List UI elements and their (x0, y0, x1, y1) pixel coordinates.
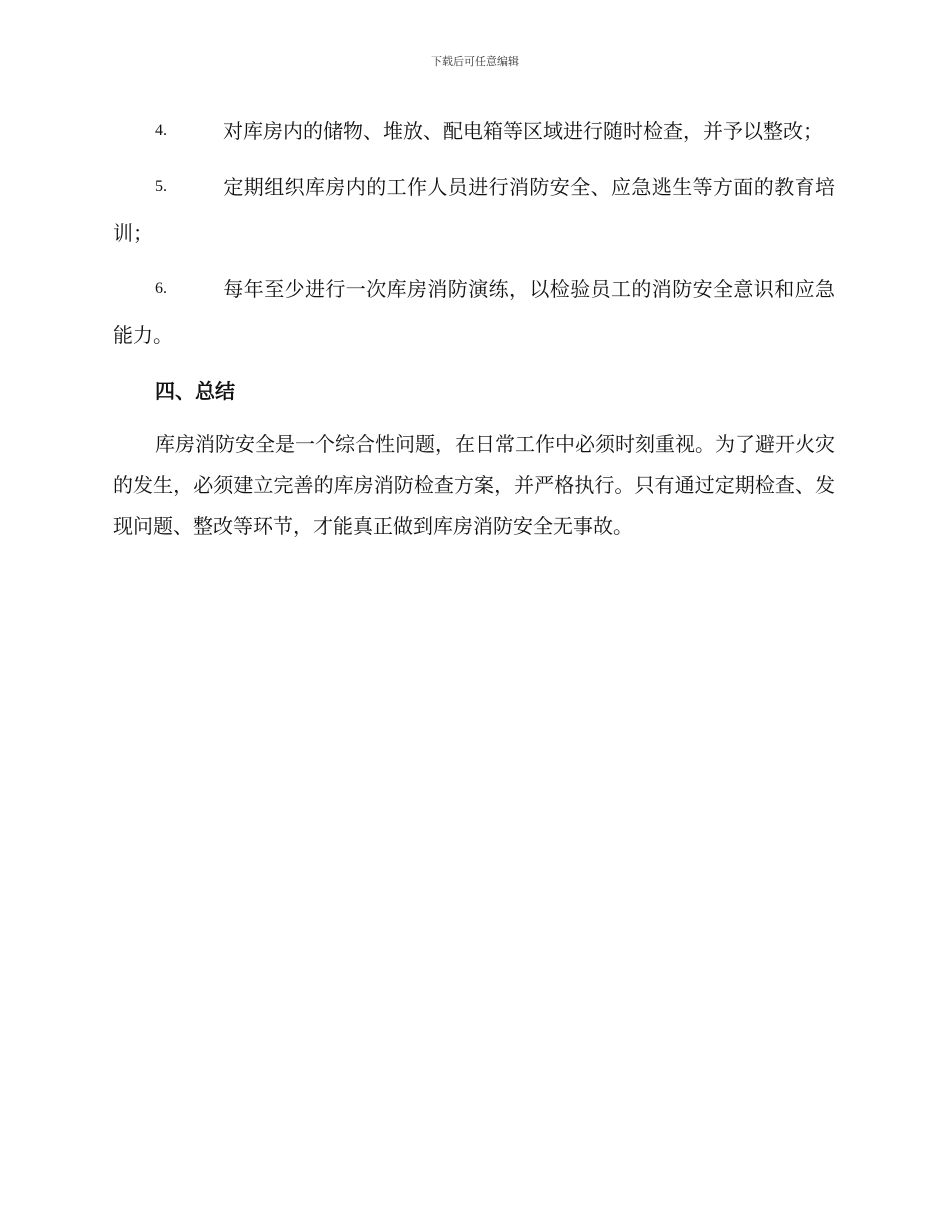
list-number: 5. (155, 178, 167, 195)
list-number: 4. (155, 122, 167, 139)
document-body (113, 108, 835, 547)
page-header: 下载后可任意编辑 (431, 55, 519, 68)
list-text: 每年至少进行一次库房消防演练，以检验员工的消防安全意识和应急能力。 (113, 277, 835, 347)
summary-paragraph: 库房消防安全是一个综合性问题，在日常工作中必须时刻重视。为了避开火灾的发生，必须建立完善的库房消防检查方案，并严格执行。只有通过定期检查、发现问题、整改等环节，才能真正做到库房消防安全无事故。 (113, 432, 835, 538)
list-item-5 (113, 164, 835, 256)
list-item-4 (113, 108, 835, 154)
list-item-6 (113, 266, 835, 358)
list-text: 定期组织库房内的工作人员进行消防安全、应急逃生等方面的教育培训； (113, 175, 835, 245)
section-heading: 四、总结 (155, 379, 235, 403)
list-number: 6. (155, 280, 167, 297)
list-text: 对库房内的储物、堆放、配电箱等区域进行随时检查，并予以整改； (223, 119, 823, 143)
